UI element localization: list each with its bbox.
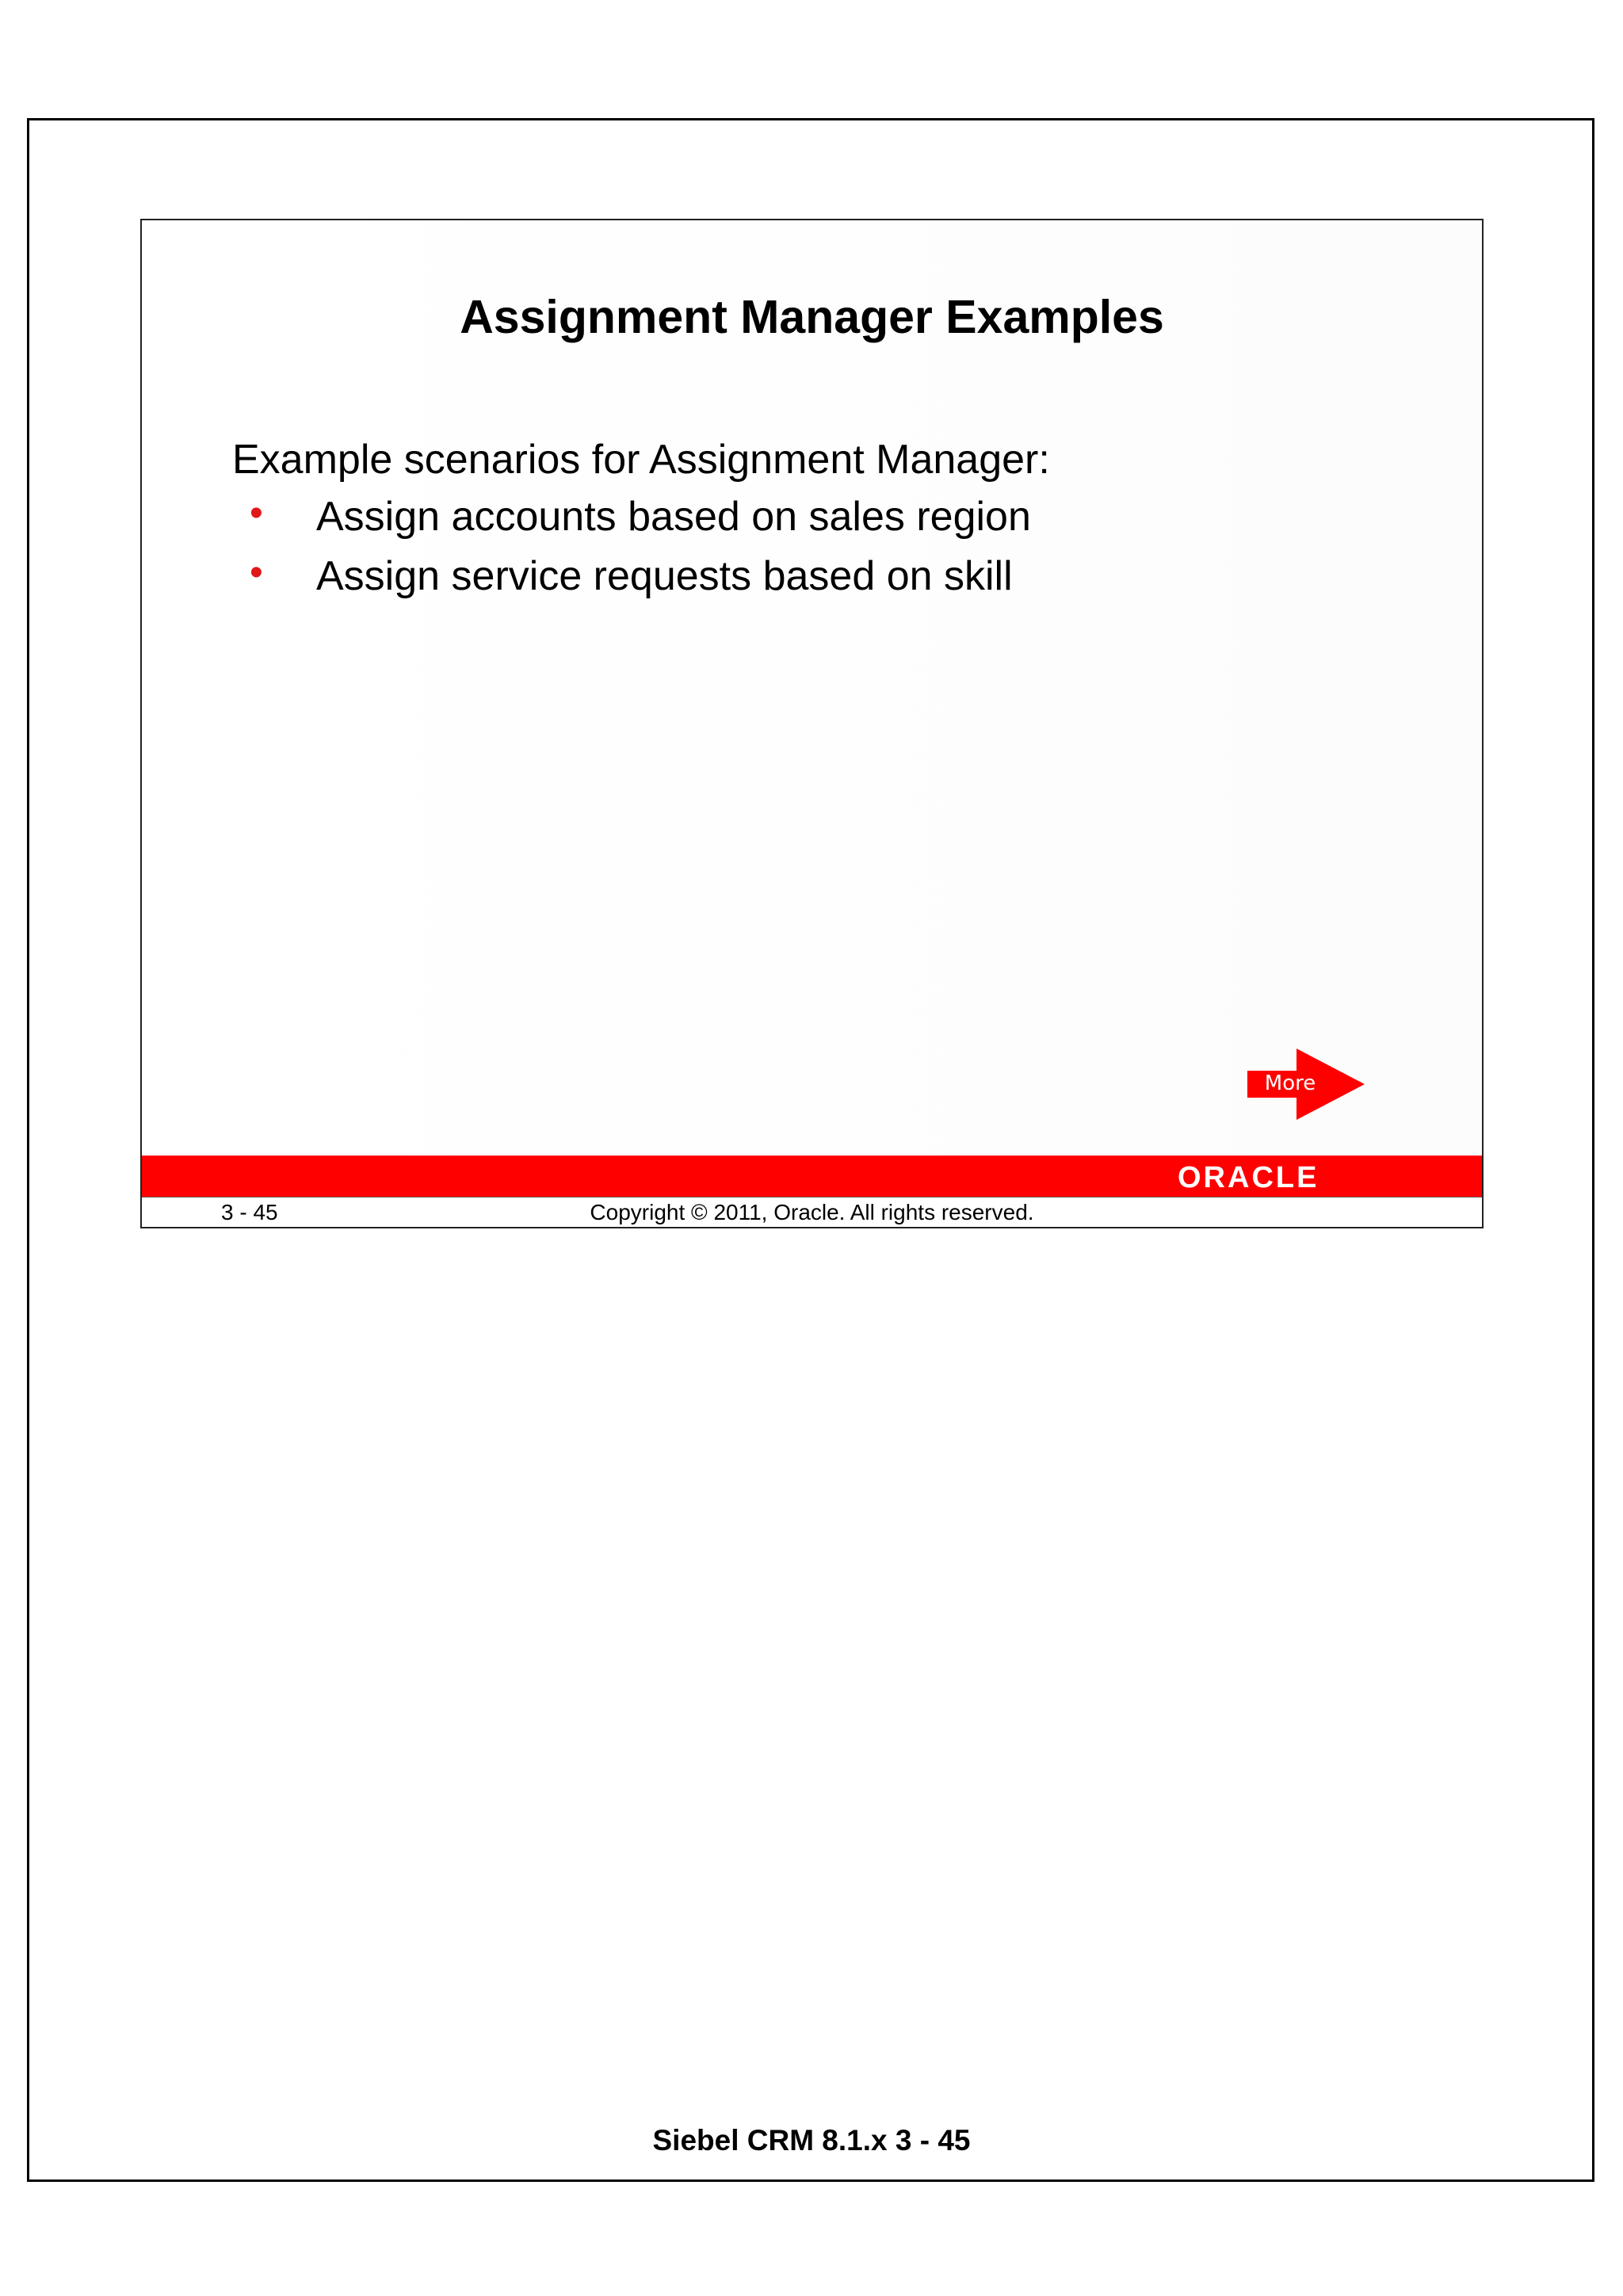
copyright-text: Copyright © 2011, Oracle. All rights reserved. bbox=[590, 1200, 1034, 1224]
oracle-logo: ORACLE bbox=[1178, 1161, 1319, 1194]
bullet-text: Assign service requests based on skill bbox=[316, 553, 1013, 599]
more-button[interactable] bbox=[1247, 1049, 1365, 1120]
slide-title: Assignment Manager Examples bbox=[460, 291, 1164, 343]
slide-background bbox=[269, 220, 1482, 1178]
slide-intro: Example scenarios for Assignment Manager: bbox=[232, 437, 1050, 483]
bullet-dot-icon: • bbox=[250, 492, 263, 534]
more-label: More bbox=[1264, 1072, 1316, 1095]
footer-divider bbox=[142, 1197, 1482, 1198]
bullet-text: Assign accounts based on sales region bbox=[316, 494, 1031, 540]
page-footer: Siebel CRM 8.1.x 3 - 45 bbox=[652, 2124, 971, 2157]
bullet-dot-icon: • bbox=[250, 552, 263, 594]
slide bbox=[140, 219, 1484, 1228]
slide-number: 3 - 45 bbox=[221, 1200, 278, 1224]
